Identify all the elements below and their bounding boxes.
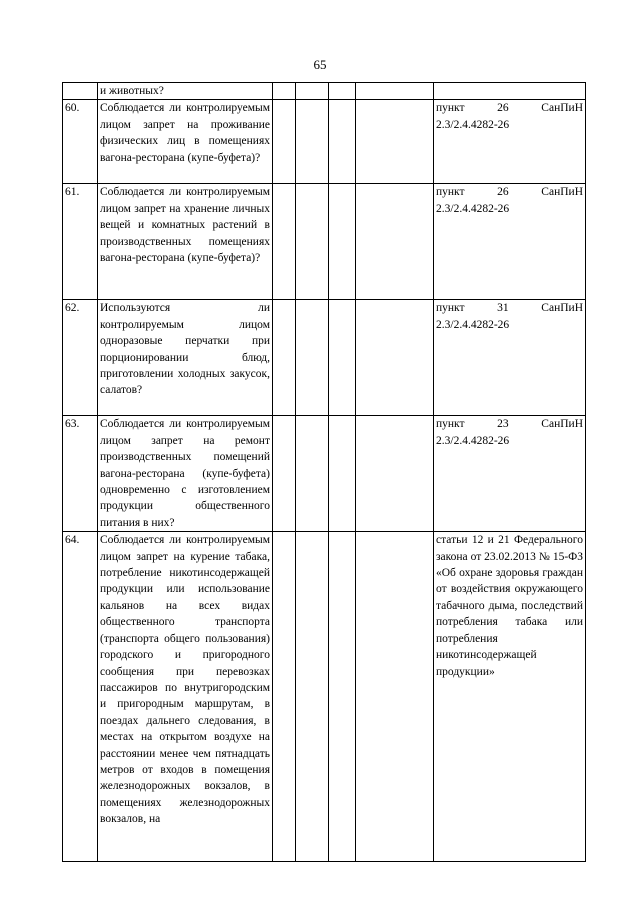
table-row xyxy=(63,416,586,532)
note-cell xyxy=(356,416,434,532)
answer-na-cell xyxy=(329,83,356,100)
question-cell: Соблюдается ли контролируемым лицом запрет на ремонт производственных помещений вагона-ресторана (купе-буфета) одновременно с изготовлением продукции общественного питания в них? xyxy=(98,416,273,532)
reference-cell: пункт 31 СанПиН 2.3/2.4.4282-26 xyxy=(434,300,586,416)
table-row xyxy=(63,83,586,100)
question-cell: Соблюдается ли контролируемым лицом запрет на курение табака, потребление никотинсодержащей продукции или использование кальянов на всех видах общественного транспорта (транспорта общего пользования) городского и пригородного сообщения при перевозках пассажиров по внутригородским и пригородным маршрутам, в поездах дальнего следования, в местах на открытом воздухе на расстоянии менее чем пятнадцать метров от входов в помещения железнодорожных вокзалов, в помещениях железнодорожных вокзалов, на xyxy=(98,532,273,862)
row-number: 63. xyxy=(63,416,98,532)
note-cell xyxy=(356,532,434,862)
answer-yes-cell xyxy=(273,83,296,100)
answer-yes-cell xyxy=(273,100,296,184)
reference-cell: пункт 26 СанПиН 2.3/2.4.4282-26 xyxy=(434,100,586,184)
row-number: 62. xyxy=(63,300,98,416)
answer-yes-cell xyxy=(273,300,296,416)
table-row xyxy=(63,100,586,184)
answer-no-cell xyxy=(296,300,329,416)
answer-no-cell xyxy=(296,532,329,862)
reference-cell: пункт 23 СанПиН 2.3/2.4.4282-26 xyxy=(434,416,586,532)
answer-yes-cell xyxy=(273,416,296,532)
question-cell: Используются ли контролируемым лицом одноразовые перчатки при порционировании блюд, приготовлении холодных закусок, салатов? xyxy=(98,300,273,416)
answer-no-cell xyxy=(296,100,329,184)
row-number: 61. xyxy=(63,184,98,300)
note-cell xyxy=(356,83,434,100)
answer-na-cell xyxy=(329,416,356,532)
table-row xyxy=(63,300,586,416)
row-number: 60. xyxy=(63,100,98,184)
reference-cell: статьи 12 и 21 Федерального закона от 23.02.2013 № 15-ФЗ «Об охране здоровья граждан от воздействия окружающего табачного дыма, последствий потребления табака или потребления никотинсодержащей продукции» xyxy=(434,532,586,862)
answer-yes-cell xyxy=(273,184,296,300)
answer-no-cell xyxy=(296,83,329,100)
answer-no-cell xyxy=(296,416,329,532)
answer-no-cell xyxy=(296,184,329,300)
reference-cell xyxy=(434,83,586,100)
table-row xyxy=(63,532,586,862)
note-cell xyxy=(356,100,434,184)
answer-na-cell xyxy=(329,300,356,416)
table-row xyxy=(63,184,586,300)
note-cell xyxy=(356,184,434,300)
page-number: 65 xyxy=(313,57,327,72)
answer-na-cell xyxy=(329,184,356,300)
question-cell: Соблюдается ли контролируемым лицом запрет на проживание физических лиц в помещениях вагона-ресторана (купе-буфета)? xyxy=(98,100,273,184)
note-cell xyxy=(356,300,434,416)
answer-na-cell xyxy=(329,100,356,184)
answer-yes-cell xyxy=(273,532,296,862)
reference-cell: пункт 26 СанПиН 2.3/2.4.4282-26 xyxy=(434,184,586,300)
row-number: 64. xyxy=(63,532,98,862)
question-cell: и животных? xyxy=(98,83,273,100)
question-cell: Соблюдается ли контролируемым лицом запрет на хранение личных вещей и комнатных растений в производственных помещениях вагона-ресторана (купе-буфета)? xyxy=(98,184,273,300)
checklist-table xyxy=(62,82,586,862)
row-number xyxy=(63,83,98,100)
answer-na-cell xyxy=(329,532,356,862)
